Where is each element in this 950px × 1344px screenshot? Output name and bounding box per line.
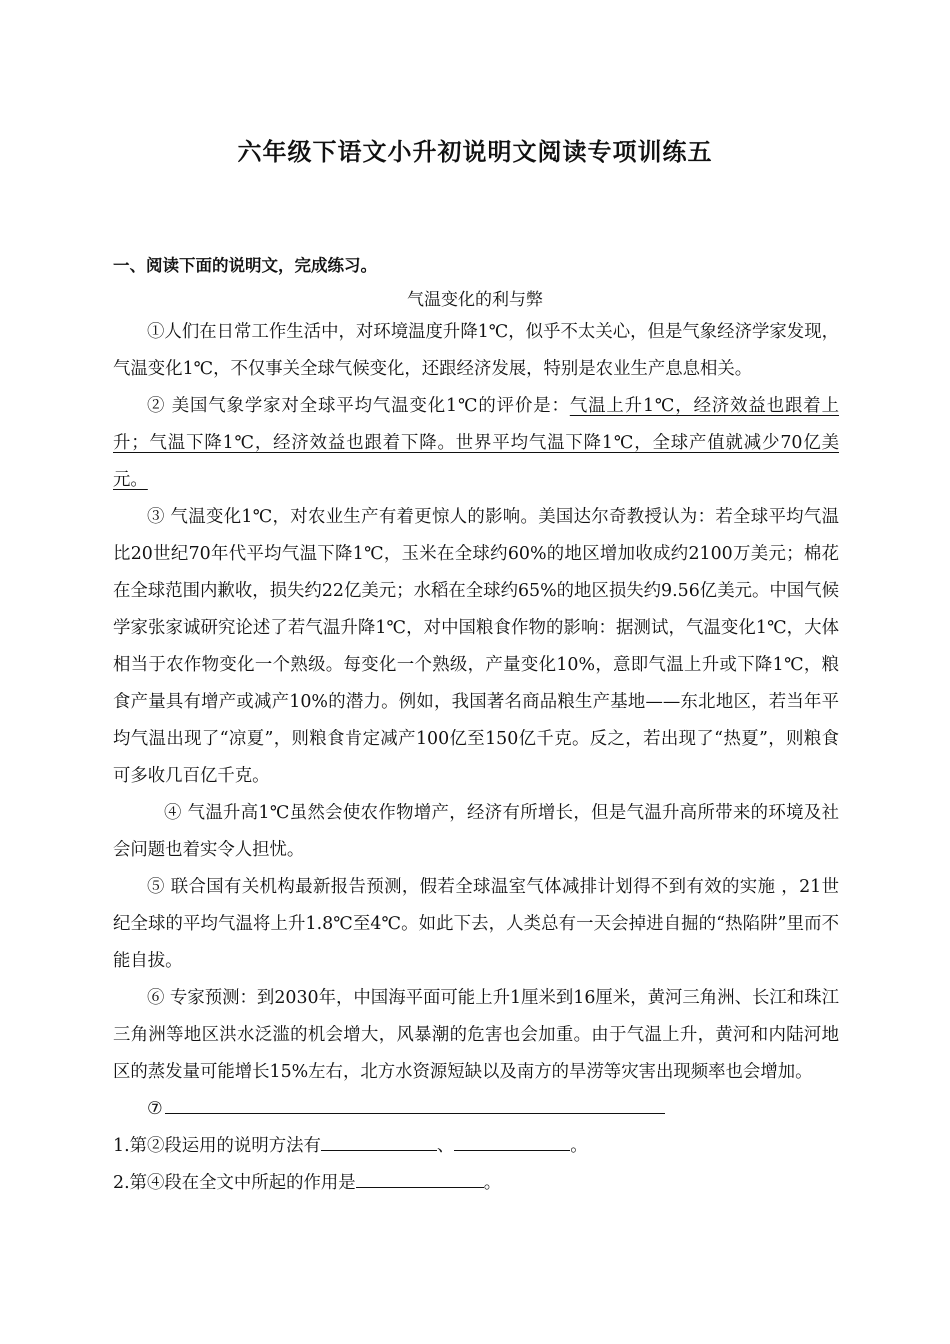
article-title: 气温变化的利与弊 bbox=[407, 290, 543, 310]
question-1-text: 1.第②段运用的说明方法有 bbox=[113, 1136, 321, 1156]
paragraph-6: ⑥ 专家预测：到2030年，中国海平面可能上升1厘米到16厘米，黄河三角洲、长江和珠江三角洲等地区洪水泛滥的机会增大，风暴潮的危害也会加重。由于气温上升，黄河和内陆河地区的蒸发量可能增长15%左右，北方水资源短缺以及南方的旱涝等灾害出现频率也会增加。 bbox=[113, 988, 839, 1082]
paragraph-2 bbox=[113, 388, 839, 499]
question-2-end: 。 bbox=[483, 1173, 502, 1193]
paragraph-7-label: ⑦ bbox=[147, 1099, 163, 1119]
paragraph-5: ⑤ 联合国有关机构最新报告预测，假若全球温室气体减排计划得不到有效的实施 ，21世纪全球的平均气温将上升1.8℃至4℃。如此下去，人类总有一天会掉进自掘的“热陷阱”里而不能自拔。 bbox=[113, 877, 839, 971]
question-1 bbox=[113, 1128, 839, 1165]
paragraph-1: ①人们在日常工作生活中，对环境温度升降1℃，似乎不太关心，但是气象经济学家发现，气温变化1℃，不仅事关全球气候变化，还跟经济发展，特别是农业生产息息相关。 bbox=[113, 322, 839, 379]
question-1-blank-1[interactable] bbox=[321, 1132, 437, 1151]
paragraph-7 bbox=[113, 1091, 839, 1128]
question-1-separator: 、 bbox=[436, 1136, 455, 1156]
paragraph-2-underlined-text: 气温上升1℃，经济效益也跟着上升；气温下降1℃，经济效益也跟着下降。世界平均气温下降1℃，全球产值就减少70亿美元。 bbox=[113, 396, 839, 490]
section-heading: 一、阅读下面的说明文，完成练习。 bbox=[113, 256, 377, 275]
question-2 bbox=[113, 1165, 839, 1202]
question-1-end: 。 bbox=[570, 1136, 588, 1156]
article-body bbox=[113, 314, 839, 1202]
question-1-blank-2[interactable] bbox=[454, 1132, 570, 1151]
paragraph-3: ③ 气温变化1℃，对农业生产有着更惊人的影响。美国达尔奇教授认为：若全球平均气温比20世纪70年代平均气温下降1℃，玉米在全球约60%的地区增加收成约2100万美元；棉花在全球范围内歉收，损失约22亿美元；水稻在全球约65%的地区损失约9.56亿美元。中国气候学家张家诚研究论述了若气温升降1℃，对中国粮食作物的影响：据测试，气温变化1℃，大体相当于农作物变化一个熟级。每变化一个熟级，产量变化10%，意即气温上升或下降1℃，粮食产量具有增产或减产10%的潜力。例如，我国著名商品粮生产基地——东北地区，若当年平均气温出现了“凉夏”，则粮食肯定减产100亿至150亿千克。反之，若出现了“热夏”，则粮食可多收几百亿千克。 bbox=[113, 507, 839, 786]
paragraph-2-intro: ② 美国气象学家对全球平均气温变化1℃的评价是： bbox=[147, 396, 570, 416]
document-title: 六年级下语文小升初说明文阅读专项训练五 bbox=[237, 138, 713, 166]
paragraph-7-answer-line[interactable] bbox=[165, 1093, 665, 1114]
question-2-blank[interactable] bbox=[356, 1169, 484, 1188]
question-2-text: 2.第④段在全文中所起的作用是 bbox=[113, 1173, 356, 1193]
paragraph-4: ④ 气温升高1℃虽然会使农作物增产，经济有所增长，但是气温升高所带来的环境及社会问题也着实令人担忧。 bbox=[113, 803, 839, 860]
